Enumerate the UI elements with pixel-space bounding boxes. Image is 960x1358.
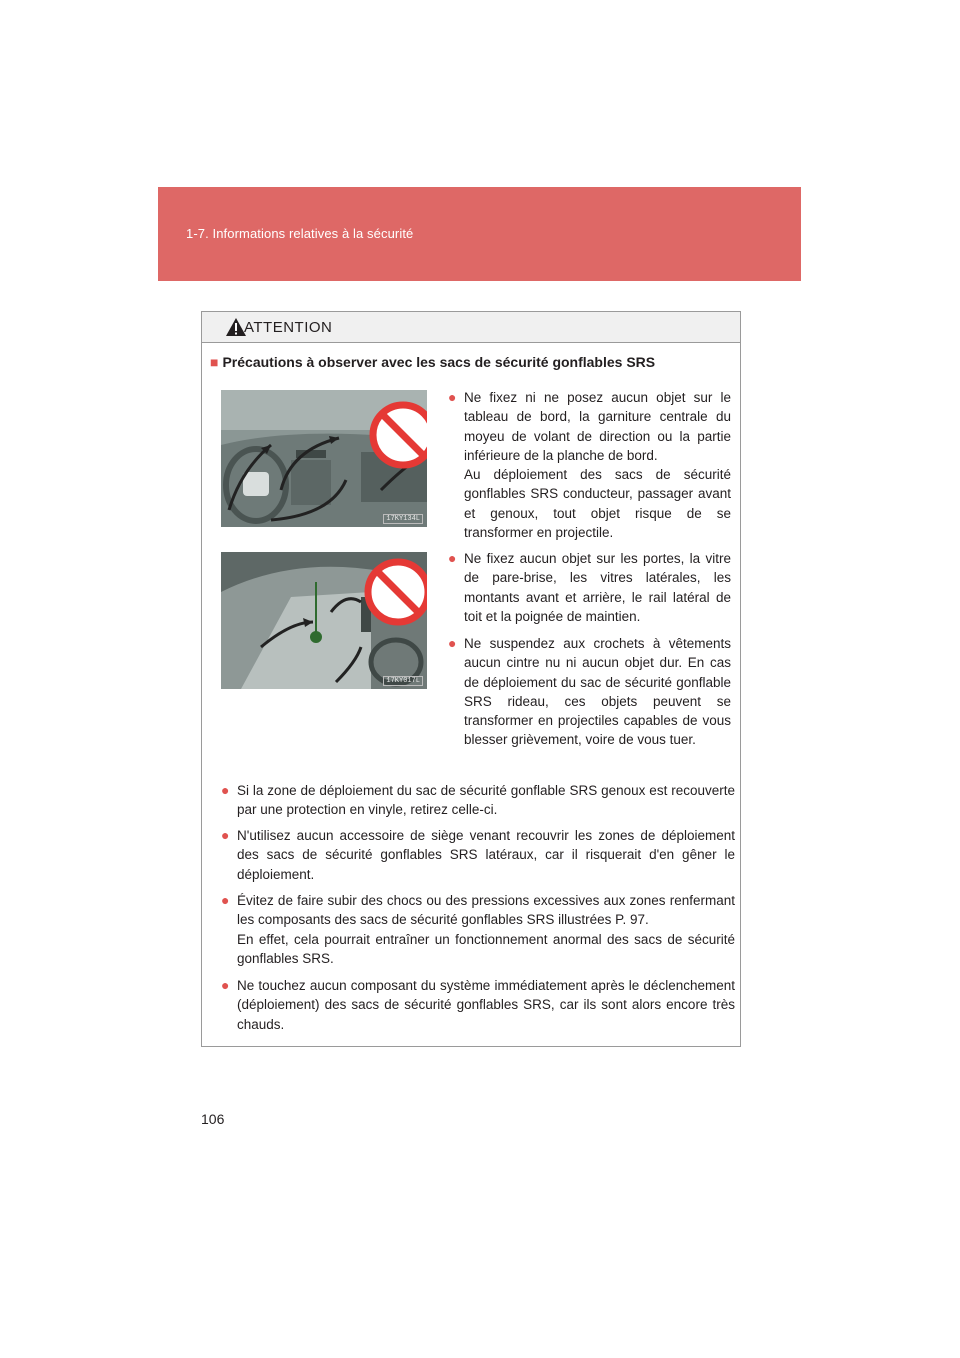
bullet-icon: ● bbox=[448, 389, 457, 405]
bullet-item bbox=[221, 826, 735, 884]
section-title: 1-7. Informations relatives à la sécurité bbox=[186, 226, 414, 241]
bullet-text: Ne fixez ni ne posez aucun objet sur le tableau de bord, la garniture centrale du moyeu de volant de direction ou la partie inférieure de la planche de bord. bbox=[464, 390, 731, 463]
bullet-item bbox=[448, 634, 731, 750]
bullet-icon: ● bbox=[448, 635, 457, 651]
warning-subheading bbox=[210, 354, 655, 370]
door-pillar-drawing bbox=[221, 552, 427, 689]
door-pillar-illustration bbox=[221, 552, 427, 689]
bullet-icon: ● bbox=[221, 782, 230, 798]
warning-label: ATTENTION bbox=[244, 319, 333, 336]
square-bullet-icon: ■ bbox=[210, 354, 219, 370]
bullet-text: N'utilisez aucun accessoire de siège venant recouvrir les zones de déploiement des sacs de sécurité gonflables SRS latéraux, car il risquerait d'en gêner le déploiement. bbox=[237, 828, 735, 882]
bullet-item bbox=[448, 388, 731, 542]
warning-box bbox=[201, 311, 741, 1047]
bullet-text-continued: Au déploiement des sacs de sécurité gonflables SRS conducteur, passager avant et genoux, tout objet risque de se transformer en projectile. bbox=[464, 467, 731, 541]
bullet-text-continued: En effet, cela pourrait entraîner un fonctionnement anormal des sacs de sécurité gonflables SRS. bbox=[237, 931, 735, 966]
bullet-icon: ● bbox=[221, 977, 230, 993]
subheading-text: Précautions à observer avec les sacs de sécurité gonflables SRS bbox=[222, 354, 656, 370]
image-code: 17KY017L bbox=[383, 676, 423, 686]
page-number: 106 bbox=[201, 1111, 225, 1127]
dashboard-illustration bbox=[221, 390, 427, 527]
dashboard-drawing bbox=[221, 390, 427, 527]
bullet-text: Évitez de faire subir des chocs ou des pressions excessives aux zones renfermant les composants des sacs de sécurité gonflables SRS illustrées P. 97. bbox=[237, 893, 735, 928]
bullet-text: Ne touchez aucun composant du système immédiatement après le déclenchement (déploiement) des sacs de sécurité gonflables SRS, car ils sont alors encore très chauds. bbox=[237, 978, 735, 1032]
bullet-text: Ne suspendez aux crochets à vêtements aucun cintre nu ni aucun objet dur. En cas de déploiement du sac de sécurité gonflable SRS rideau, ces objets peuvent se transformer en projectiles capables de vous blesser grièvement, voire de vous tuer. bbox=[464, 636, 731, 748]
warning-header bbox=[202, 312, 740, 343]
bullet-text: Si la zone de déploiement du sac de sécurité gonflable SRS genoux est recouverte par une protection en vinyle, retirez celle-ci. bbox=[237, 783, 735, 818]
bullet-item bbox=[221, 781, 735, 820]
bullet-icon: ● bbox=[221, 827, 230, 843]
image-code: 17KY134L bbox=[383, 514, 423, 524]
header-band bbox=[158, 187, 801, 281]
bullet-item bbox=[448, 549, 731, 626]
bullet-text: Ne fixez aucun objet sur les portes, la vitre de pare-brise, les vitres latérales, les montants avant et arrière, le rail latéral de toit et la poignée de maintien. bbox=[464, 551, 731, 624]
bullet-icon: ● bbox=[221, 892, 230, 908]
bullet-item bbox=[221, 891, 735, 968]
bullet-icon: ● bbox=[448, 550, 457, 566]
bullet-item bbox=[221, 976, 735, 1034]
